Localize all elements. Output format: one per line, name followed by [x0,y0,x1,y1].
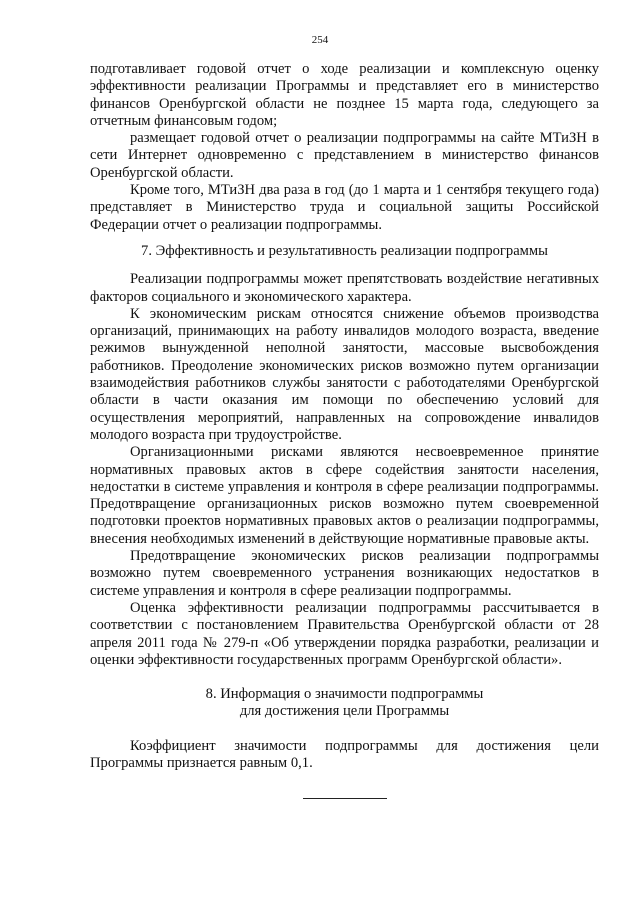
paragraph-report-publication: размещает годовой отчет о реализации подпрограммы на сайте МТиЗН в сети Интернет одновременно с представлением в министерство финансов Оренбургской области. [90,130,599,181]
paragraph-report-preparation: подготавливает годовой отчет о ходе реализации и комплексную оценку эффективности реализации Программы и представляет его в министерство финансов Оренбургской области не позднее 15 марта года, следующего за отчетным финансовым годом; [90,61,599,129]
section-8-heading-line-2: для достижения цели Программы [239,703,450,720]
section-8-heading-line-1: 8. Информация о значимости подпрограммы [205,686,484,703]
paragraph-risk-prevention: Предотвращение экономических рисков реализации подпрограммы возможно путем своевременного устранения возникающих недостатков в системе управления и контроля в сфере реализации подпрограммы. [90,548,599,599]
paragraph-economic-risks: К экономическим рискам относятся снижение объемов производства организаций, принимающих на работу инвалидов молодого возраста, введение режимов вынужденной неполной занятости, массовые высвобождения работников. Преодоление экономических рисков возможно путем организации взаимодействия работников службы занятости с работодателями Оренбургской области в части оказания им помощи по обеспечению условий для осуществления мероприятий, направленных на сопровождение инвалидов молодого возраста при трудоустройстве. [90,305,599,443]
paragraph-significance-coefficient: Коэффициент значимости подпрограммы для достижения цели Программы признается равным 0,1. [90,737,599,771]
document-body [90,61,599,799]
paragraph-organizational-risks: Организационными рисками являются несвоевременное принятие нормативных правовых актов в сфере содействия занятости населения, недостатки в системе управления и контроля в сфере реализации подпрограммы. Предотвращение организационных рисков возможно путем своевременной подготовки проектов нормативных правовых актов о реализации подпрограммы, внесения необходимых изменений в действующие нормативные правовые акты. [90,444,599,547]
paragraph-ministry-report: Кроме того, МТиЗН два раза в год (до 1 марта и 1 сентября текущего года) представляет в Министерство труда и социальной защиты Российской Федерации отчет о реализации подпрограммы. [90,182,599,233]
paragraph-negative-factors: Реализации подпрограммы может препятствовать воздействие негативных факторов социального и экономического характера. [90,271,599,305]
page-number: 254 [311,34,329,46]
paragraph-efficiency-evaluation: Оценка эффективности реализации подпрограммы рассчитывается в соответствии с постановлением Правительства Оренбургской области от 28 апреля 2011 года № 279-п «Об утверждении порядка разработки, реализации и оценки эффективности государственных программ Оренбургской области». [90,599,599,668]
end-of-text-rule [303,798,387,799]
section-7-heading: 7. Эффективность и результативность реализации подпрограммы [141,242,548,259]
section-8-heading [90,686,599,721]
